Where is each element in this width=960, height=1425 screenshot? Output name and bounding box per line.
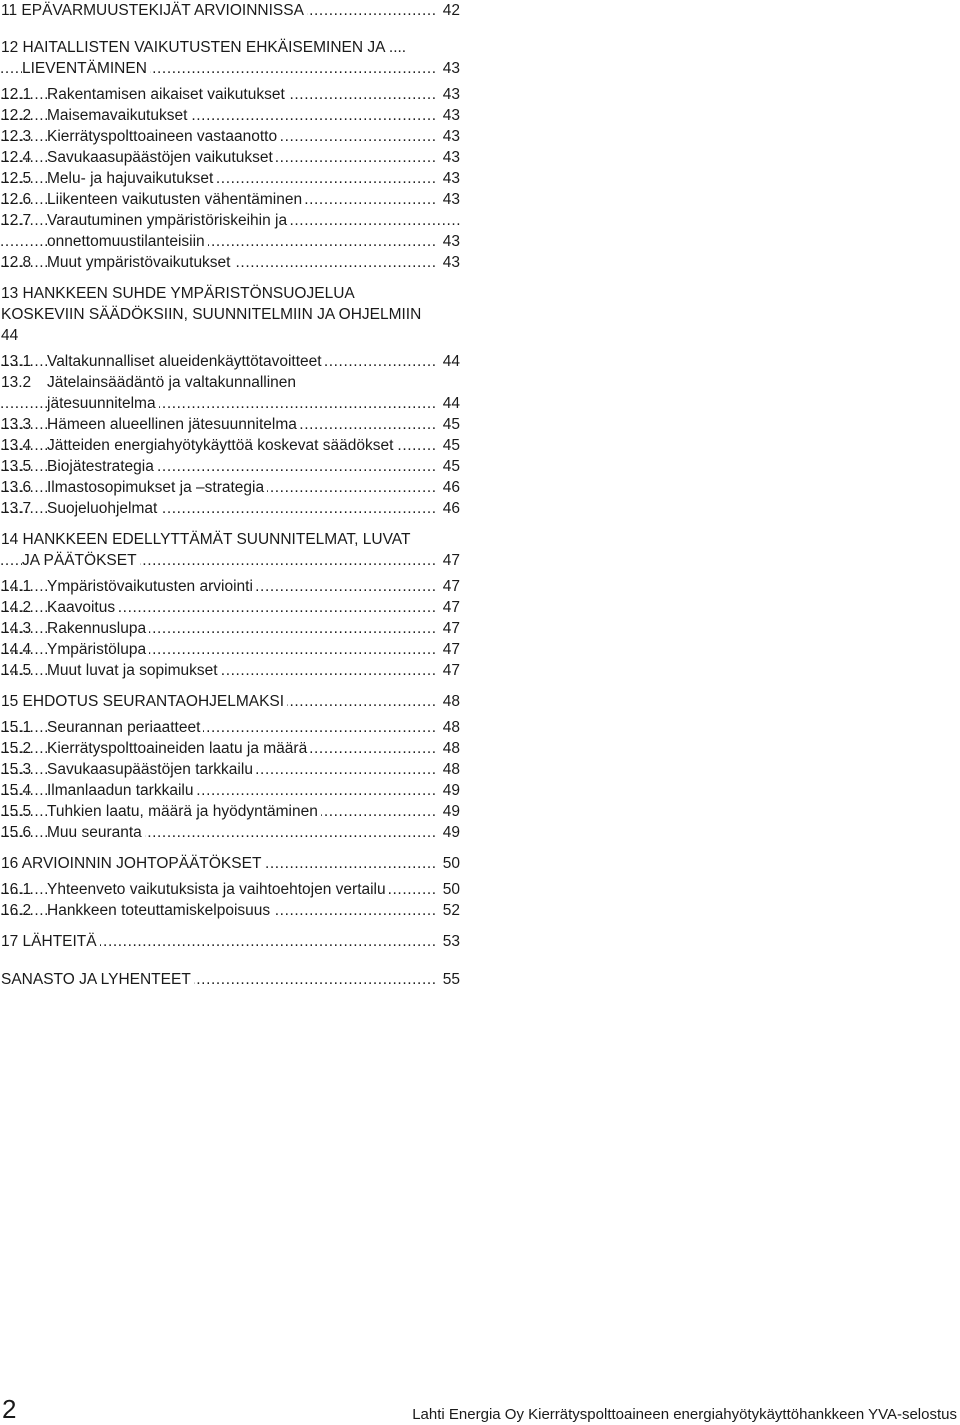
toc-entry-number: 13.7 [1, 500, 32, 517]
toc-entry[interactable] [0, 739, 460, 759]
toc-entry-title: Savukaasupäästöjen vaikutukset [47, 148, 276, 168]
toc-entry[interactable] [0, 880, 460, 900]
toc-entry-title: Kaavoitus [47, 598, 118, 618]
toc-entry-title: Suojeluohjelmat [47, 499, 160, 519]
toc-entry-number: 12.6 [1, 191, 32, 208]
toc-entry[interactable] [0, 169, 460, 189]
toc-entry-number: 15.1 [1, 719, 32, 736]
toc-entry[interactable] [0, 232, 460, 252]
toc-entry-number: 16.1 [1, 881, 32, 898]
toc-entry[interactable] [0, 970, 460, 990]
toc-entry-title: Kierrätyspolttoaineen vastaanotto [47, 127, 280, 147]
toc-entry-page: 49 [438, 823, 460, 843]
toc-entry-page: 43 [438, 190, 460, 210]
toc-entry-number: 15.4 [1, 782, 32, 799]
toc-entry-page: 49 [438, 781, 460, 801]
toc-entry-page: 43 [438, 59, 460, 79]
toc-entry-number: 15.5 [1, 803, 32, 820]
toc-entry[interactable] [0, 211, 460, 231]
toc-entry-page: 47 [438, 551, 460, 571]
toc-entry[interactable] [0, 823, 460, 843]
toc-entry-title: 13 HANKKEEN SUHDE YMPÄRISTÖNSUOJELUA [1, 284, 358, 304]
toc-entry[interactable] [0, 457, 460, 477]
toc-entry-page: 48 [438, 739, 460, 759]
toc-entry[interactable] [0, 373, 460, 393]
toc-entry-title: onnettomuustilanteisiin [47, 232, 208, 252]
toc-entry[interactable] [0, 352, 460, 372]
toc-entry[interactable] [0, 85, 460, 105]
toc-entry[interactable] [0, 598, 460, 618]
toc-entry-page: 52 [438, 901, 460, 921]
toc-entry-number: 12.7 [1, 212, 32, 229]
toc-entry-title: Maisemavaikutukset [47, 106, 190, 126]
toc-entry-title: KOSKEVIIN SÄÄDÖKSIIN, SUUNNITELMIIN JA OHJELMIIN [1, 305, 424, 325]
toc-entry-title: Biojätestrategia [47, 457, 157, 477]
toc-entry[interactable] [0, 106, 460, 126]
toc-entry[interactable] [0, 190, 460, 210]
toc-entry-title: Ympäristövaikutusten arviointi [47, 577, 256, 597]
toc-entry-number: 15.3 [1, 761, 32, 778]
toc-entry-number: 13.3 [1, 416, 32, 433]
toc-entry[interactable] [0, 326, 460, 346]
toc-entry-number: 12.5 [1, 170, 32, 187]
toc-entry-title: Melu- ja hajuvaikutukset [47, 169, 216, 189]
toc-entry[interactable] [0, 394, 460, 414]
toc-entry-title: Tuhkien laatu, määrä ja hyödyntäminen [47, 802, 321, 822]
toc-entry[interactable] [0, 619, 460, 639]
toc-entry-page: 49 [438, 802, 460, 822]
toc-entry-page: 45 [438, 457, 460, 477]
toc-entry[interactable] [0, 284, 460, 304]
toc-entry-page: 48 [438, 760, 460, 780]
toc-entry-page: 55 [438, 970, 460, 990]
toc-entry-number: 13.1 [1, 353, 32, 370]
toc-entry-title: Yhteenveto vaikutuksista ja vaihtoehtojen vertailu [47, 880, 389, 900]
toc-entry-title: Hämeen alueellinen jätesuunnitelma [47, 415, 300, 435]
toc-entry-number: 13.4 [1, 437, 32, 454]
toc-entry-title: Jätelainsäädäntö ja valtakunnallinen [47, 373, 299, 393]
toc-entry-title: 44 [1, 326, 21, 346]
toc-entry-title: 17 LÄHTEITÄ [1, 932, 100, 952]
toc-entry[interactable] [0, 148, 460, 168]
toc-entry-title: jätesuunnitelma [47, 394, 159, 414]
toc-entry-number: 14.4 [1, 641, 32, 658]
toc-entry[interactable] [0, 478, 460, 498]
toc-entry[interactable] [0, 127, 460, 147]
toc-entry-page: 48 [438, 692, 460, 712]
toc-entry-page: 42 [438, 1, 460, 21]
toc-entry-title: 11 EPÄVARMUUSTEKIJÄT ARVIOINNISSA [1, 1, 307, 21]
toc-entry-page: 43 [438, 106, 460, 126]
toc-entry[interactable] [0, 38, 460, 58]
toc-entry[interactable] [0, 901, 460, 921]
toc-entry[interactable] [0, 932, 460, 952]
toc-entry-page: 43 [438, 127, 460, 147]
toc-entry-title: SANASTO JA LYHENTEET [1, 970, 194, 990]
toc-entry-number: 14.5 [1, 662, 32, 679]
toc-entry-number: 12.8 [1, 254, 32, 271]
toc-entry-title: 14 HANKKEEN EDELLYTTÄMÄT SUUNNITELMAT, LUVAT [1, 530, 413, 550]
toc-entry-page: 47 [438, 598, 460, 618]
toc-entry-page: 50 [438, 880, 460, 900]
toc-entry-page: 47 [438, 577, 460, 597]
toc-entry-page: 48 [438, 718, 460, 738]
toc-entry[interactable] [0, 781, 460, 801]
footer-text: Lahti Energia Oy Kierrätyspolttoaineen energiahyötykäyttöhankkeen YVA-selostus [412, 1406, 957, 1423]
toc-entry[interactable] [0, 499, 460, 519]
toc-entry[interactable] [0, 802, 460, 822]
toc-entry-page: 47 [438, 640, 460, 660]
toc-entry-number: 12.2 [1, 107, 32, 124]
toc-entry-number: 16.2 [1, 902, 32, 919]
toc-entry-title: Liikenteen vaikutusten vähentäminen [47, 190, 305, 210]
toc-entry-page: 53 [438, 932, 460, 952]
toc-entry-title: 12 HAITALLISTEN VAIKUTUSTEN EHKÄISEMINEN JA .... [1, 38, 409, 58]
toc-entry-page: 43 [438, 169, 460, 189]
toc-entry[interactable] [0, 415, 460, 435]
toc-entry-number: 15.2 [1, 740, 32, 757]
toc-entry-page: 43 [438, 232, 460, 252]
toc-entry-title: Muut luvat ja sopimukset [47, 661, 221, 681]
toc-entry-title: Savukaasupäästöjen tarkkailu [47, 760, 256, 780]
toc-entry-number: 12.1 [1, 86, 32, 103]
toc-entry-number: 12.4 [1, 149, 32, 166]
toc-entry-title: Ilmanlaadun tarkkailu [47, 781, 196, 801]
toc-entry-page: 43 [438, 85, 460, 105]
toc-entry-page: 46 [438, 478, 460, 498]
toc-entry-title: Muu seuranta [47, 823, 145, 843]
toc-entry-page: 47 [438, 661, 460, 681]
toc-entry[interactable] [0, 1, 460, 21]
toc-entry-title: Ilmastosopimukset ja –strategia [47, 478, 267, 498]
toc-entry-title: JA PÄÄTÖKSET [22, 551, 140, 571]
page-number: 2 [2, 1394, 17, 1424]
toc-entry-title: Muut ympäristövaikutukset [47, 253, 234, 273]
toc-entry-page: 45 [438, 436, 460, 456]
toc-entry-number: 14.1 [1, 578, 32, 595]
toc-entry-title: Jätteiden energiahyötykäyttöä koskevat säädökset [47, 436, 396, 456]
toc-entry-page: 46 [438, 499, 460, 519]
toc-entry-page: 43 [438, 253, 460, 273]
toc-entry-title: LIEVENTÄMINEN [22, 59, 150, 79]
toc-entry[interactable] [0, 253, 460, 273]
toc-entry-title: Hankkeen toteuttamiskelpoisuus [47, 901, 273, 921]
toc-entry[interactable] [0, 305, 460, 325]
toc-entry-page: 47 [438, 619, 460, 639]
toc-entry-number: 13.2 [1, 374, 32, 391]
toc-entry-title: 16 ARVIOINNIN JOHTOPÄÄTÖKSET [1, 854, 264, 874]
toc-entry[interactable] [0, 436, 460, 456]
toc-entry-number: 12.3 [1, 128, 32, 145]
toc-entry-title: Ympäristölupa [47, 640, 149, 660]
toc-entry[interactable] [0, 661, 460, 681]
toc-entry[interactable] [0, 551, 460, 571]
toc-entry-number: 15.6 [1, 824, 32, 841]
toc-entry-page: 44 [438, 352, 460, 372]
toc-entry-page: 43 [438, 148, 460, 168]
toc-entry-number: 13.5 [1, 458, 32, 475]
toc-entry[interactable] [0, 692, 460, 712]
page-footer [0, 1394, 960, 1424]
toc-entry-title: Rakentamisen aikaiset vaikutukset [47, 85, 288, 105]
toc-entry-number: 14.2 [1, 599, 32, 616]
toc-entry-title: Rakennuslupa [47, 619, 149, 639]
toc-entry[interactable] [0, 760, 460, 780]
toc-entry[interactable] [0, 577, 460, 597]
toc-entry[interactable] [0, 530, 460, 550]
toc-entry-page: 44 [438, 394, 460, 414]
toc-entry-title: 15 EHDOTUS SEURANTAOHJELMAKSI [1, 692, 287, 712]
toc-entry-page: 45 [438, 415, 460, 435]
toc-entry-page: 50 [438, 854, 460, 874]
toc-entry-title: Varautuminen ympäristöriskeihin ja [47, 211, 290, 231]
toc-entry[interactable] [0, 854, 460, 874]
toc-entry[interactable] [0, 718, 460, 738]
toc-entry-number: 14.3 [1, 620, 32, 637]
toc-entry-title: Valtakunnalliset alueidenkäyttötavoitteet [47, 352, 325, 372]
toc-entry[interactable] [0, 59, 460, 79]
toc-entry-title: Seurannan periaatteet [47, 718, 203, 738]
toc-entry[interactable] [0, 640, 460, 660]
toc-entry-title: Kierrätyspolttoaineiden laatu ja määrä [47, 739, 310, 759]
toc-entry-number: 13.6 [1, 479, 32, 496]
